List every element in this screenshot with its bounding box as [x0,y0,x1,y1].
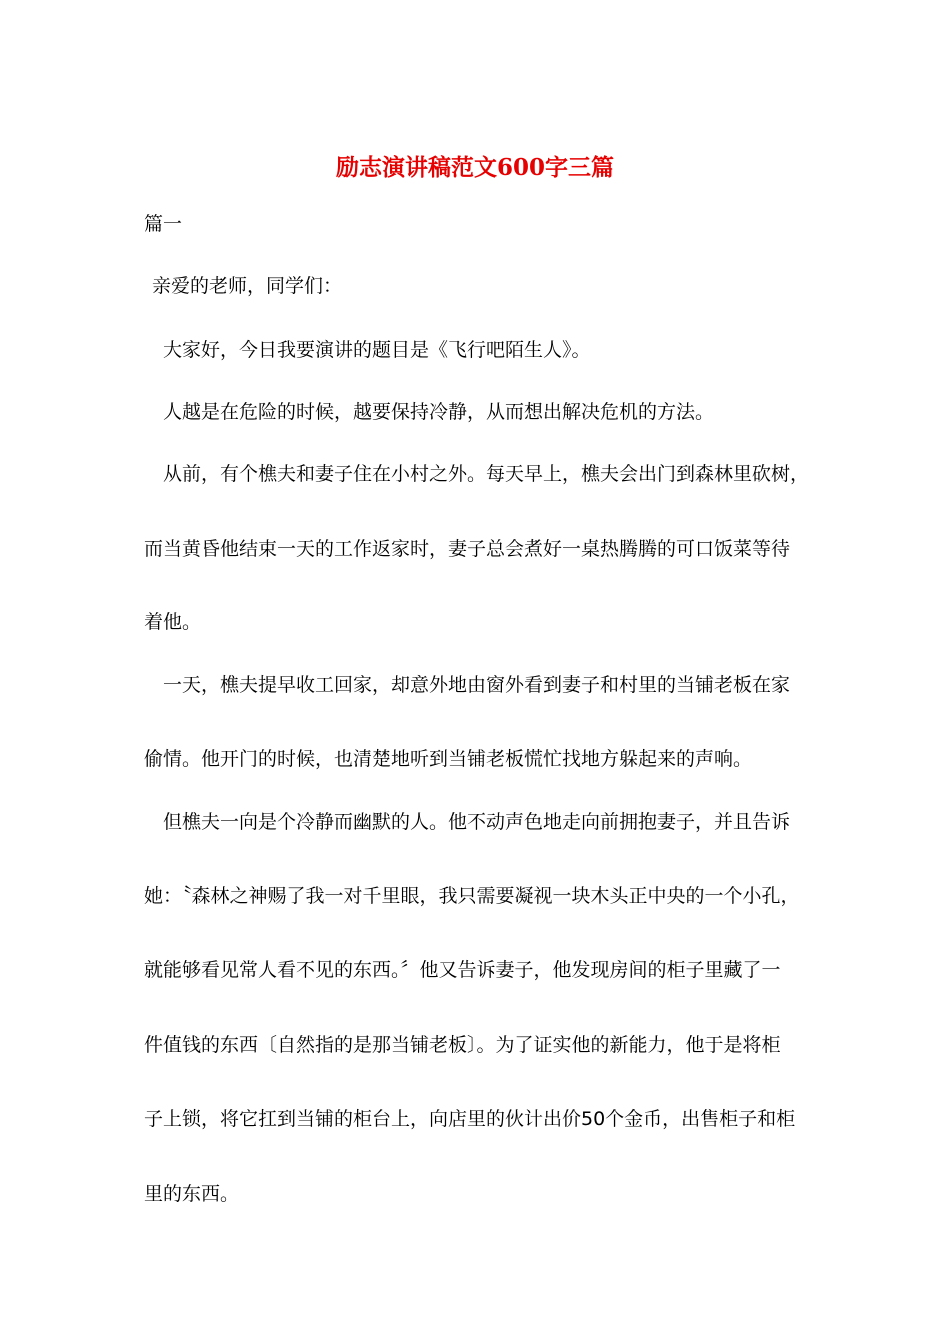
paragraph-line: 她：〝森林之神赐了我一对千里眼，我只需要凝视一块木头正中央的一个小孔， [144,885,800,907]
paragraph-line: 件值钱的东西〔自然指的是那当铺老板〕。为了证实他的新能力，他于是将柜 [144,1034,781,1056]
paragraph-line: 一天，樵夫提早收工回家，却意外地由窗外看到妻子和村里的当铺老板在家 [163,674,791,696]
paragraph-line: 偷情。他开门的时候，也清楚地听到当铺老板慌忙找地方躲起来的声响。 [144,748,753,770]
paragraph-line: 但樵夫一向是个冷静而幽默的人。他不动声色地走向前拥抱妻子，并且告诉 [163,811,791,833]
paragraph-line: 大家好，今日我要演讲的题目是《飞行吧陌生人》。 [163,339,591,361]
paragraph-line: 而当黄昏他结束一天的工作返家时，妻子总会煮好一桌热腾腾的可口饭菜等待 [144,538,791,560]
document-title: 励志演讲稿范文600字三篇 [335,154,614,181]
paragraph-line: 人越是在危险的时候，越要保持冷静，从而想出解决危机的方法。 [163,401,715,423]
paragraph-line: 里的东西。 [144,1183,240,1205]
paragraph-line: 从前，有个樵夫和妻子住在小村之外。每天早上，樵夫会出门到森林里砍树， [163,463,810,485]
salutation: 亲爱的老师，同学们： [152,275,343,297]
paragraph-line: 子上锁，将它扛到当铺的柜台上，向店里的伙计出价50个金币，出售柜子和柜 [144,1108,796,1130]
paragraph-line: 着他。 [144,611,202,633]
paragraph-line: 就能够看见常人看不见的东西。〞他又告诉妻子，他发现房间的柜子里藏了一 [144,959,781,981]
section-heading: 篇一 [144,213,183,235]
